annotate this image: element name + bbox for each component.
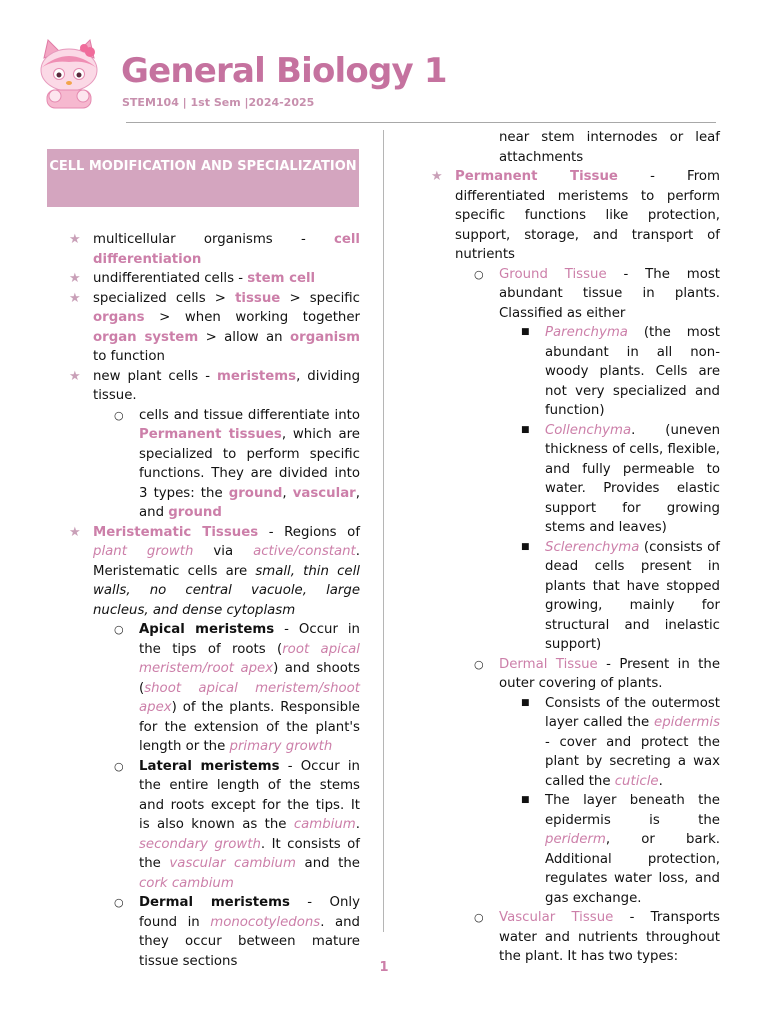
list-item: ○ Ground Tissue - The most abundant tissue in plants. Classified as either bbox=[474, 266, 720, 321]
circle-bullet-icon: ○ bbox=[474, 657, 484, 671]
list-item: ○ Vascular Tissue - Transports water and nutrients throughout the plant. It has two types: bbox=[474, 910, 720, 964]
star-bullet-icon: ★ bbox=[69, 232, 81, 247]
page-number: 1 bbox=[379, 960, 389, 975]
list-item: ★ undifferentiated cells - stem cell bbox=[64, 269, 360, 289]
circle-bullet-icon: ○ bbox=[114, 408, 124, 422]
document-title: General Biology 1 bbox=[121, 51, 447, 91]
list-item: ○ Apical meristems - Occur in the tips of roots (root apical meristem/root apex) and shoots (shoot apical meristem/shoot apex) of the plants. Responsible for the extension of the plant's length or the primary growth bbox=[114, 622, 360, 754]
square-bullet-icon: ■ bbox=[521, 795, 530, 805]
keyword: stem cell bbox=[247, 271, 316, 286]
star-bullet-icon: ★ bbox=[69, 368, 81, 384]
circle-bullet-icon: ○ bbox=[474, 911, 484, 924]
list-item: ○ Dermal Tissue - Present in the outer covering of plants. bbox=[474, 656, 720, 691]
left-column bbox=[64, 230, 360, 971]
square-bullet-icon: ■ bbox=[521, 697, 530, 708]
square-bullet-icon: ■ bbox=[521, 541, 530, 552]
list-item: ○ Dermal meristems - Only found in monocotyledons. and they occur between mature tissue sections bbox=[114, 895, 360, 969]
header-divider bbox=[126, 122, 716, 123]
list-item: ■ Parenchyma (the most abundant in all non-woody plants. Cells are not very specialized and function) bbox=[521, 325, 720, 418]
list-item: ★ specialized cells > tissue > specific organs > when working together organ system > allow an organism to function bbox=[69, 290, 360, 364]
list-item: ■ Sclerenchyma (consists of dead cells present in plants that have stopped growing, mainly for structural and inelastic support) bbox=[521, 539, 720, 652]
square-bullet-icon: ■ bbox=[521, 327, 530, 337]
list-item-continuation: near stem internodes or leaf attachments bbox=[499, 130, 720, 165]
circle-bullet-icon: ○ bbox=[114, 759, 124, 773]
course-subtitle: STEM104 | 1st Sem |2024-2025 bbox=[122, 96, 315, 109]
list-item: ■ Consists of the outermost layer called the epidermis - cover and protect the plant by secreting a wax called the cuticle. bbox=[521, 695, 720, 789]
right-column bbox=[426, 128, 720, 967]
section-banner: CELL MODIFICATION AND SPECIALIZATION bbox=[47, 149, 359, 207]
keyword: cell differentiation bbox=[93, 232, 360, 267]
star-bullet-icon: ★ bbox=[69, 290, 81, 306]
star-bullet-icon: ★ bbox=[69, 271, 81, 286]
circle-bullet-icon: ○ bbox=[474, 267, 484, 281]
list-item: ★ multicellular organisms - cell differentiation bbox=[69, 232, 360, 267]
circle-bullet-icon: ○ bbox=[114, 896, 124, 909]
star-bullet-icon: ★ bbox=[431, 169, 443, 184]
list-item: ○ cells and tissue differentiate into Permanent tissues, which are specialized to perform specific functions. They are divided into 3 types: the ground, vascular, and ground bbox=[114, 407, 360, 520]
column-divider bbox=[383, 130, 384, 932]
list-item: ○ Lateral meristems - Occur in the entire length of the stems and roots except for the tips. It is also known as the cambium. secondary growth. It consists of the vascular cambium and the cork cambium bbox=[114, 758, 360, 891]
list-item: ★ Permanent Tissue - From differentiated meristems to perform specific functions like protection, support, storage, and transport of nutrients bbox=[431, 169, 720, 262]
star-bullet-icon: ★ bbox=[69, 524, 81, 540]
circle-bullet-icon: ○ bbox=[114, 623, 124, 636]
square-bullet-icon: ■ bbox=[521, 424, 530, 435]
list-item: ★ Meristematic Tissues - Regions of plant growth via active/constant. Meristematic cells are small, thin cell walls, no central vacuole, large nucleus, and dense cytoplasm bbox=[69, 524, 360, 618]
list-item: ■ Collenchyma. (uneven thickness of cells, flexible, and fully permeable to water. Provides elastic support for growing stems and leaves) bbox=[521, 422, 720, 535]
cat-mascot-icon bbox=[30, 36, 108, 110]
list-item: ★ new plant cells - meristems, dividing tissue. bbox=[69, 368, 361, 403]
list-item: ■ The layer beneath the epidermis is the periderm, or bark. Additional protection, regulates water loss, and gas exchange. bbox=[521, 793, 720, 906]
